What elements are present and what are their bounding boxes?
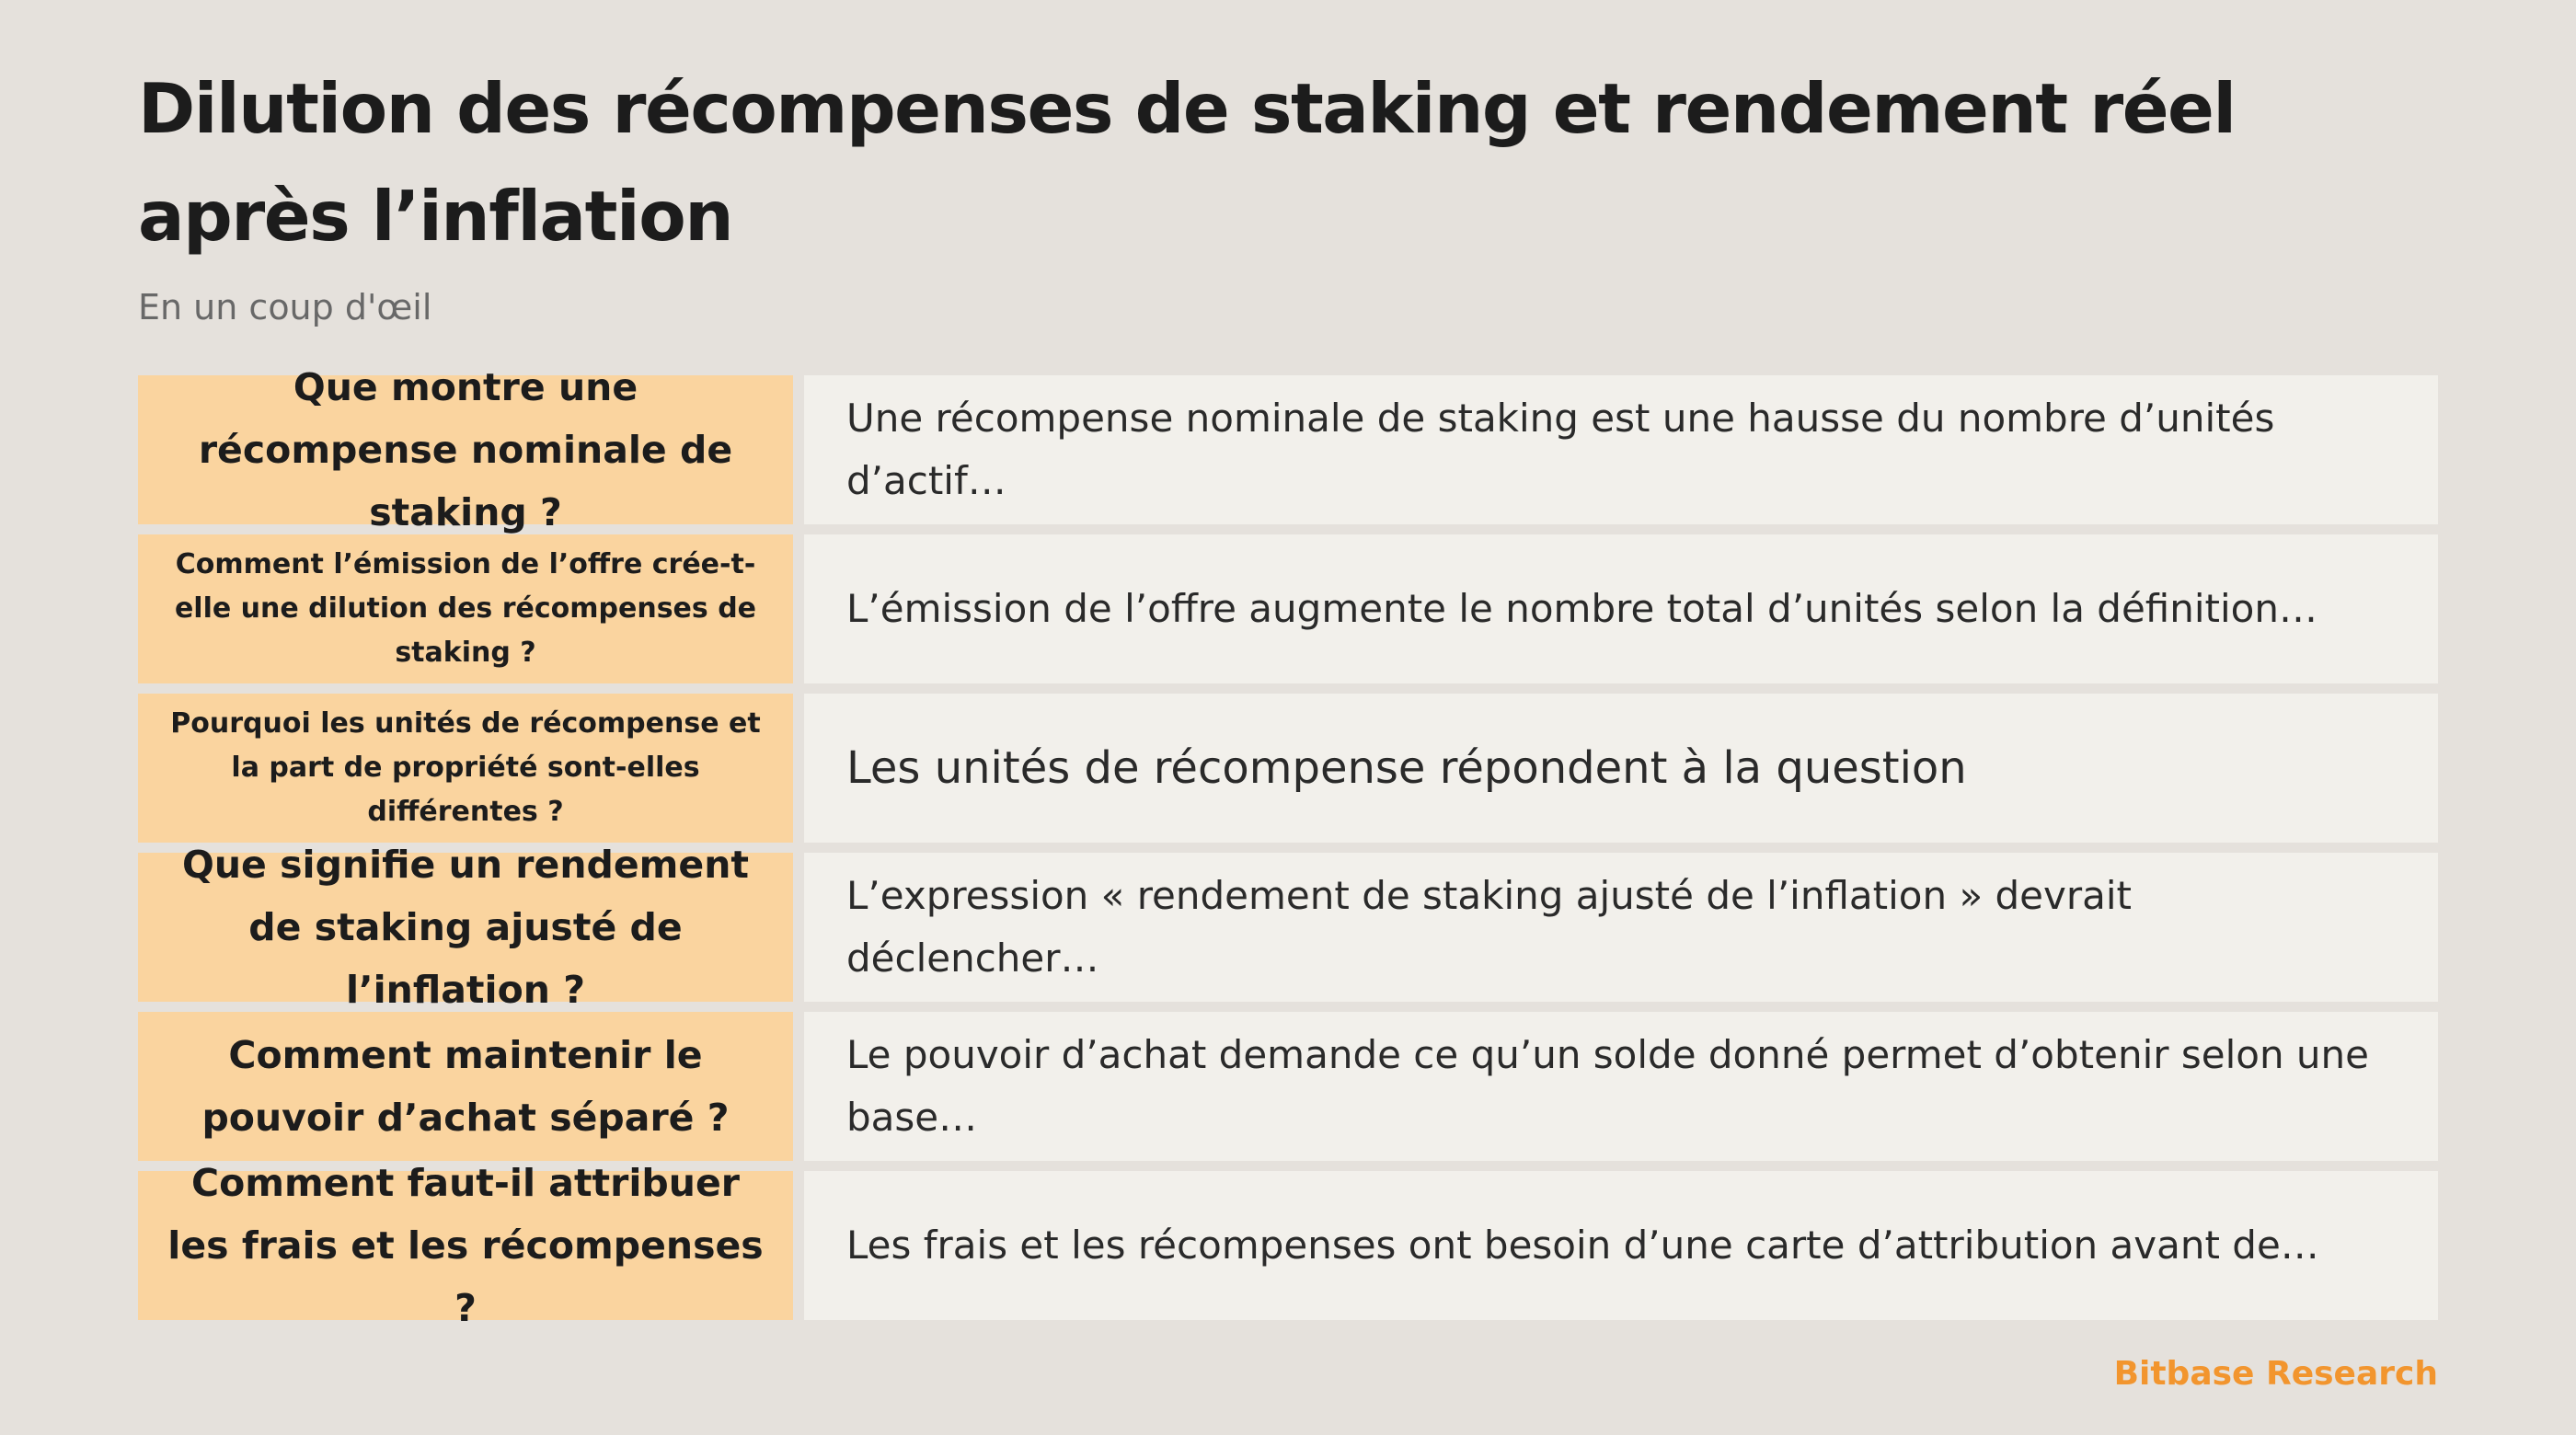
qa-row bbox=[138, 1012, 2438, 1161]
brand-footer: Bitbase Research bbox=[2113, 1355, 2438, 1393]
answer-cell: Le pouvoir d’achat demande ce qu’un solde donné permet d’obtenir selon une base… bbox=[804, 1012, 2438, 1161]
qa-row bbox=[138, 1161, 2438, 1330]
question-cell: Comment maintenir le pouvoir d’achat séparé ? bbox=[138, 1012, 793, 1161]
answer-cell: Les frais et les récompenses ont besoin d’une carte d’attribution avant de… bbox=[804, 1171, 2438, 1320]
page-title: Dilution des récompenses de staking et rendement réel après l’inflation bbox=[138, 68, 2236, 257]
qa-row bbox=[138, 694, 2438, 843]
answer-cell: L’expression « rendement de staking ajusté de l’inflation » devrait déclencher… bbox=[804, 853, 2438, 1002]
qa-row bbox=[138, 843, 2438, 1012]
page bbox=[138, 0, 2438, 1435]
page-subtitle: En un coup d'œil bbox=[138, 287, 432, 327]
question-cell: Pourquoi les unités de récompense et la part de propriété sont-elles différentes ? bbox=[138, 694, 793, 843]
question-cell: Comment faut-il attribuer les frais et les récompenses ? bbox=[138, 1171, 793, 1320]
qa-row bbox=[138, 365, 2438, 534]
answer-cell: Une récompense nominale de staking est une hausse du nombre d’unités d’actif… bbox=[804, 375, 2438, 524]
question-cell: Que signifie un rendement de staking ajusté de l’inflation ? bbox=[138, 853, 793, 1002]
question-cell: Comment l’émission de l’offre crée-t-elle une dilution des récompenses de staking ? bbox=[138, 534, 793, 683]
answer-cell: Les unités de récompense répondent à la question bbox=[804, 694, 2438, 843]
qa-row bbox=[138, 534, 2438, 683]
qa-table bbox=[138, 365, 2438, 1330]
answer-cell: L’émission de l’offre augmente le nombre total d’unités selon la définition… bbox=[804, 534, 2438, 683]
question-cell: Que montre une récompense nominale de staking ? bbox=[138, 375, 793, 524]
